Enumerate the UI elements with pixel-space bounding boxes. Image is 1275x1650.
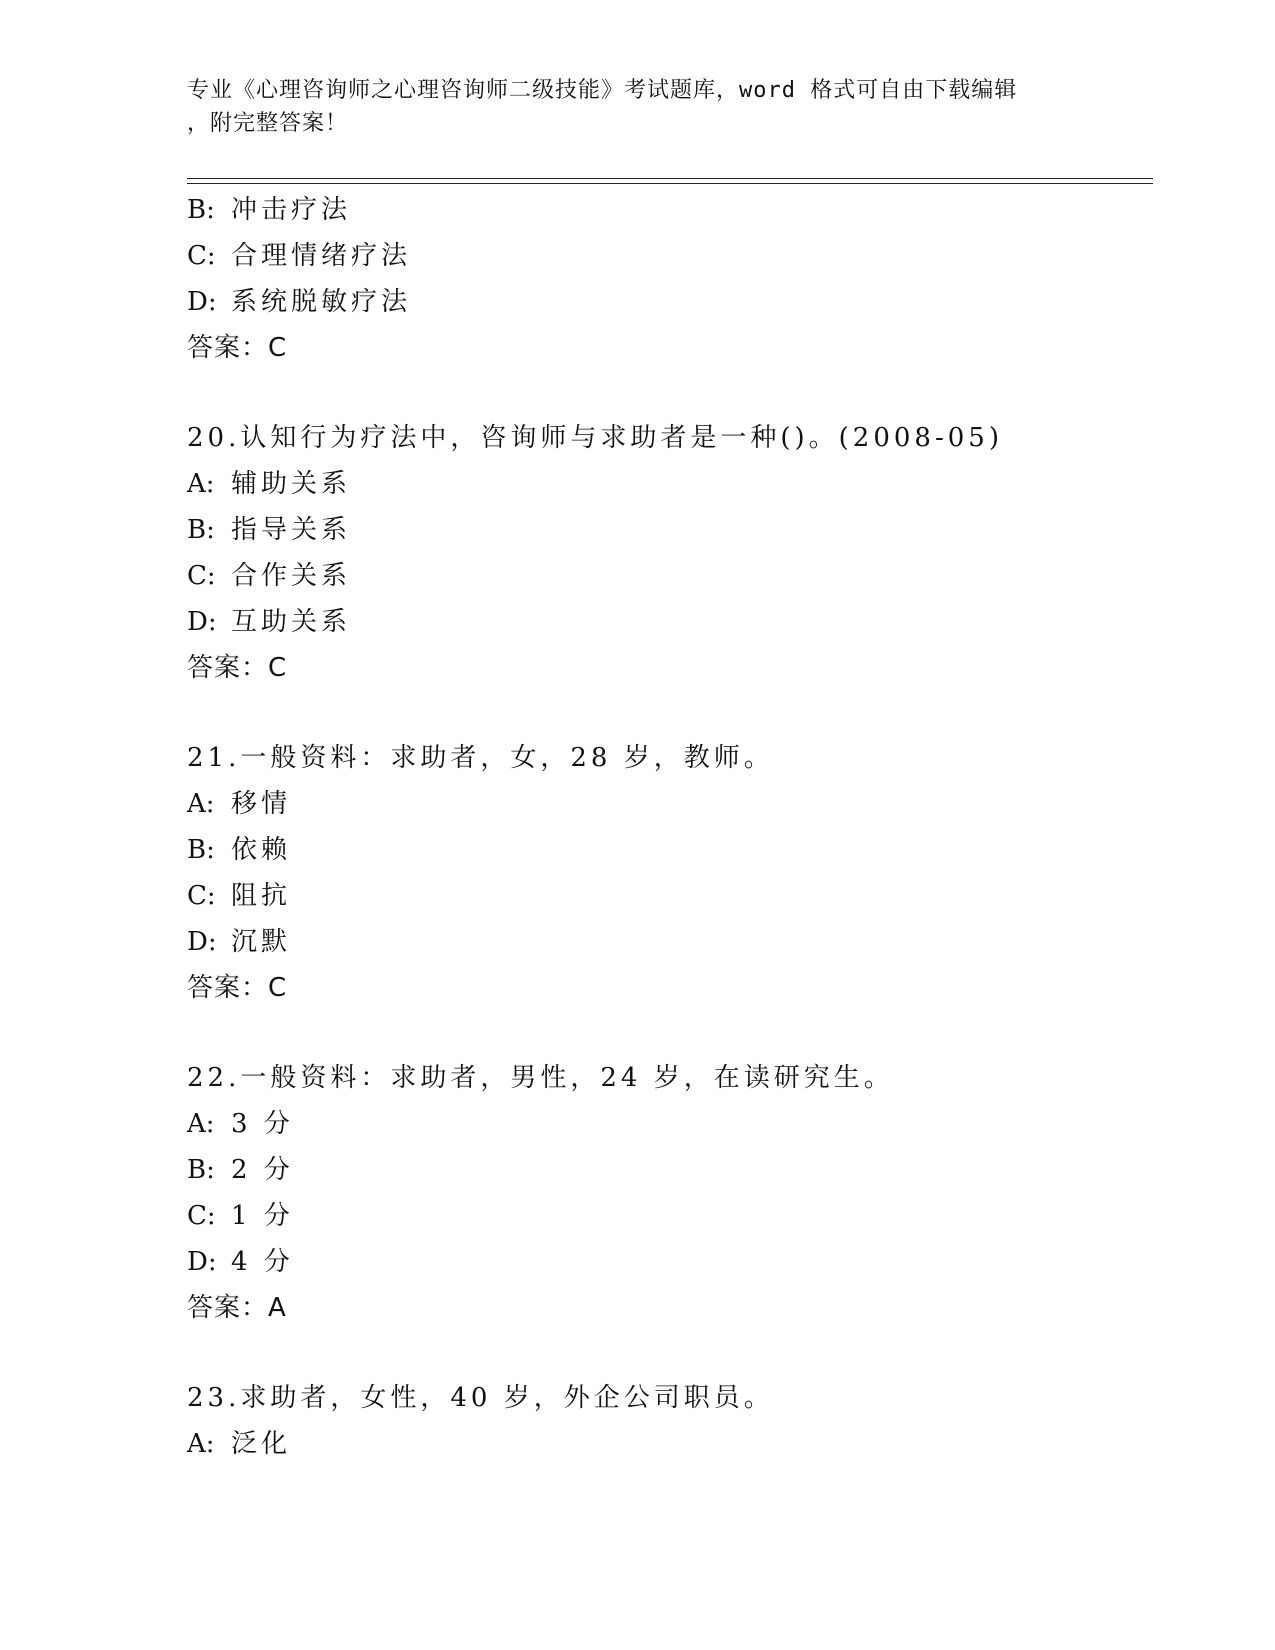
- question-23: [187, 1375, 1127, 1467]
- question-stem: 21.一般资料：求助者，女，28 岁，教师。: [187, 743, 774, 773]
- option-text: 沉默: [231, 927, 292, 957]
- option-a: [187, 1101, 1127, 1147]
- spacer: [187, 1331, 1127, 1375]
- option-d: [187, 1239, 1127, 1285]
- option-text: 3 分: [231, 1109, 294, 1139]
- question-stem: 23.求助者，女性，40 岁，外企公司职员。: [187, 1383, 774, 1413]
- option-key: A:: [187, 1109, 215, 1139]
- option-text: 指导关系: [231, 515, 352, 545]
- question-stem: 22.一般资料：求助者，男性，24 岁，在读研究生。: [187, 1063, 894, 1093]
- option-d: [187, 919, 1127, 965]
- option-key: D:: [187, 1247, 217, 1277]
- option-c: [187, 873, 1127, 919]
- option-a: [187, 461, 1127, 507]
- option-text: 合理情绪疗法: [231, 241, 412, 271]
- option-key: B:: [187, 1155, 215, 1185]
- option-text: 4 分: [231, 1247, 294, 1277]
- option-text: 1 分: [231, 1201, 294, 1231]
- answer-line: 答案：C: [187, 973, 288, 1003]
- option-text: 辅助关系: [231, 469, 352, 499]
- header-divider-bottom: [187, 183, 1153, 184]
- option-key: D:: [187, 607, 217, 637]
- option-text: 阻抗: [231, 881, 292, 911]
- question-21: [187, 735, 1127, 1011]
- option-key: A:: [187, 469, 215, 499]
- spacer: [187, 371, 1127, 415]
- question-20: [187, 415, 1127, 691]
- option-text: 合作关系: [231, 561, 352, 591]
- option-b: [187, 507, 1127, 553]
- option-d: [187, 279, 1127, 325]
- answer-line: 答案：C: [187, 333, 288, 363]
- option-key: A:: [187, 1429, 215, 1459]
- option-key: C:: [187, 1201, 216, 1231]
- document-header: [187, 74, 1087, 140]
- spacer: [187, 691, 1127, 735]
- answer-line: 答案：C: [187, 653, 288, 683]
- option-b: [187, 1147, 1127, 1193]
- option-key: C:: [187, 881, 216, 911]
- option-key: B:: [187, 515, 215, 545]
- option-a: [187, 781, 1127, 827]
- header-title-line-1: 专业《心理咨询师之心理咨询师二级技能》考试题库，word 格式可自由下载编辑: [187, 78, 1018, 103]
- option-text: 泛化: [231, 1429, 292, 1459]
- option-text: 移情: [231, 789, 292, 819]
- option-key: C:: [187, 241, 216, 271]
- question-list: [187, 187, 1127, 1467]
- option-key: D:: [187, 927, 217, 957]
- question-19-continued: [187, 187, 1127, 371]
- option-b: [187, 187, 1127, 233]
- option-text: 2 分: [231, 1155, 294, 1185]
- option-text: 系统脱敏疗法: [231, 287, 412, 317]
- answer-line: 答案：A: [187, 1293, 287, 1323]
- spacer: [187, 1011, 1127, 1055]
- option-a: [187, 1421, 1127, 1467]
- option-b: [187, 827, 1127, 873]
- option-text: 依赖: [231, 835, 292, 865]
- option-text: 互助关系: [231, 607, 352, 637]
- option-d: [187, 599, 1127, 645]
- option-key: B:: [187, 195, 215, 225]
- option-c: [187, 553, 1127, 599]
- option-key: D:: [187, 287, 217, 317]
- option-text: 冲击疗法: [231, 195, 352, 225]
- option-key: B:: [187, 835, 215, 865]
- header-divider-top: [187, 178, 1153, 179]
- question-stem: 20.认知行为疗法中，咨询师与求助者是一种()。(2008-05): [187, 423, 1003, 453]
- option-c: [187, 1193, 1127, 1239]
- option-c: [187, 233, 1127, 279]
- option-key: C:: [187, 561, 216, 591]
- option-key: A:: [187, 789, 215, 819]
- header-title-line-2: ，附完整答案！: [187, 111, 349, 136]
- question-22: [187, 1055, 1127, 1331]
